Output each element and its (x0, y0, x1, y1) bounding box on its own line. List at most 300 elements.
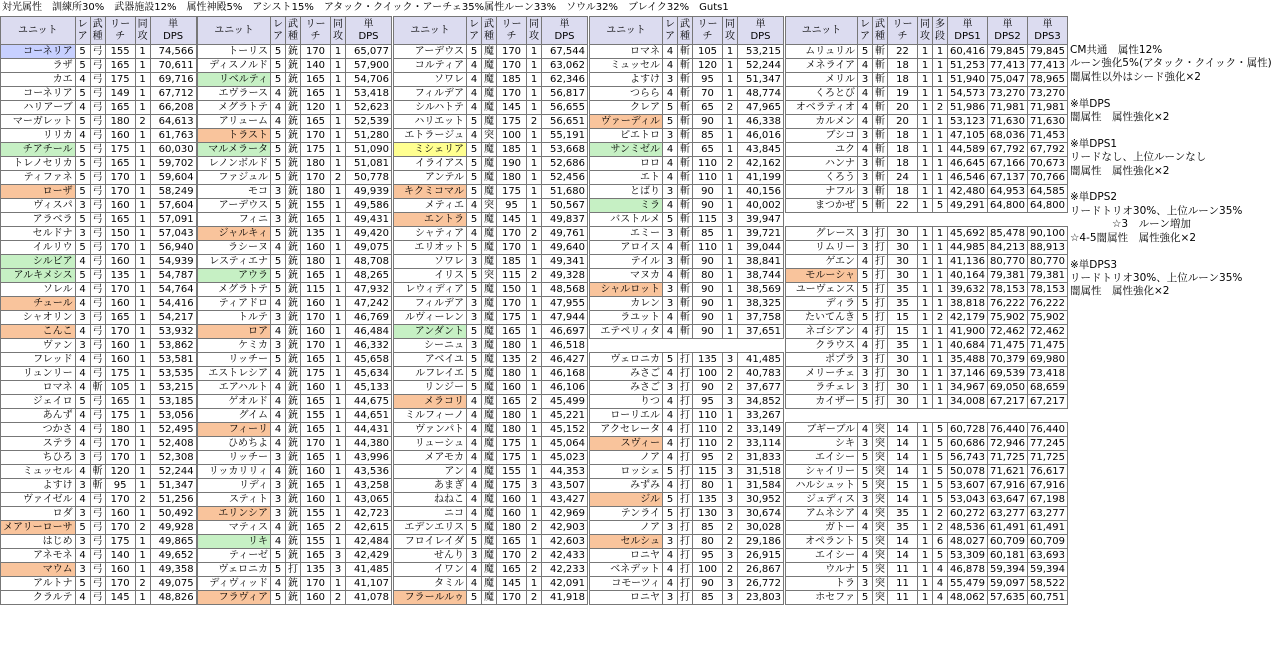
rarity-cell: 4 (663, 325, 678, 339)
reach-cell: 14 (888, 437, 918, 451)
unit-name-cell: ジル (590, 493, 663, 507)
unit-name-cell: モルーシャ (786, 269, 858, 283)
dps-cell: 63,277 (988, 507, 1028, 521)
reach-cell: 80 (693, 535, 723, 549)
table-row (394, 465, 588, 479)
unit-name-cell: リッチー (198, 451, 271, 465)
dps-cell: 54,787 (150, 269, 196, 283)
dps-cell: 43,845 (738, 143, 784, 157)
reach-cell: 180 (497, 367, 527, 381)
reach-cell: 100 (497, 129, 527, 143)
hits-cell: 1 (331, 451, 346, 465)
table-row (198, 157, 392, 171)
dps-cell: 78,965 (1028, 73, 1068, 87)
rarity-cell: 5 (467, 157, 482, 171)
table-row (1, 129, 197, 143)
rarity-cell: 5 (75, 157, 90, 171)
reach-cell: 180 (105, 115, 135, 129)
hits-cell: 3 (723, 577, 738, 591)
rarity-cell: 4 (858, 59, 873, 73)
reach-cell: 145 (105, 591, 135, 605)
rarity-cell: 4 (75, 493, 90, 507)
rarity-cell: 3 (271, 507, 286, 521)
table-row (198, 591, 392, 605)
table-row (394, 297, 588, 311)
hits-cell: 3 (723, 493, 738, 507)
note-line: 闇属性 属性強化×2 (1070, 164, 1170, 177)
column-header: 単 DPS (738, 17, 784, 45)
weapon-cell: 魔 (482, 185, 497, 199)
hits-cell: 1 (918, 269, 933, 283)
multi-cell: 1 (933, 115, 948, 129)
weapon-cell: 魔 (482, 87, 497, 101)
reach-cell: 14 (888, 451, 918, 465)
unit-name-cell: シャティア (394, 227, 467, 241)
dps-cell: 40,684 (948, 339, 988, 353)
table-row (394, 129, 588, 143)
hits-cell: 1 (723, 185, 738, 199)
dps-cell: 60,030 (150, 143, 196, 157)
unit-name-cell: リベルティ (198, 73, 271, 87)
weapon-cell: 銃 (286, 199, 301, 213)
unit-name-cell: キクミコマル (394, 185, 467, 199)
weapon-cell: 魔 (482, 591, 497, 605)
dps-cell: 46,769 (346, 311, 392, 325)
reach-cell: 110 (693, 157, 723, 171)
rarity-cell: 4 (663, 45, 678, 59)
dps-cell: 42,480 (948, 185, 988, 199)
unit-name-cell: みずみ (590, 479, 663, 493)
rarity-cell: 3 (271, 493, 286, 507)
rarity-cell: 5 (858, 479, 873, 493)
hits-cell: 2 (527, 115, 542, 129)
table-row (786, 241, 1068, 255)
table-row (198, 129, 392, 143)
hits-cell: 1 (918, 227, 933, 241)
rarity-cell: 4 (75, 255, 90, 269)
unit-name-cell: アベイユ (394, 353, 467, 367)
dps-cell: 45,023 (542, 451, 588, 465)
weapon-cell: 弓 (90, 423, 105, 437)
dps-cell: 42,429 (346, 549, 392, 563)
multi-cell: 5 (933, 493, 948, 507)
spacer-cell (693, 339, 723, 353)
dps-cell: 43,507 (542, 479, 588, 493)
rarity-cell: 5 (858, 283, 873, 297)
rarity-cell: 3 (663, 73, 678, 87)
multi-cell: 1 (933, 353, 948, 367)
dps-cell: 70,766 (1028, 171, 1068, 185)
unit-name-cell: ラシーヌ (198, 241, 271, 255)
rarity-cell: 4 (663, 143, 678, 157)
note-line: 闇属性 属性強化×2 (1070, 111, 1170, 124)
hits-cell: 1 (918, 339, 933, 353)
rarity-cell: 4 (467, 129, 482, 143)
dps-cell: 75,902 (988, 311, 1028, 325)
reach-cell: 155 (301, 409, 331, 423)
unit-name-cell: イワン (394, 563, 467, 577)
dps-cell: 44,675 (346, 395, 392, 409)
table-row (1, 507, 197, 521)
hits-cell: 1 (527, 129, 542, 143)
table-row (1, 353, 197, 367)
rarity-cell: 5 (467, 143, 482, 157)
reach-cell: 165 (301, 73, 331, 87)
multi-cell: 5 (933, 423, 948, 437)
reach-cell: 145 (497, 577, 527, 591)
rarity-cell: 5 (467, 283, 482, 297)
table-row (1, 451, 197, 465)
dps-cell: 42,603 (542, 535, 588, 549)
dps-cell: 53,581 (150, 353, 196, 367)
unit-name-cell: カエ (1, 73, 76, 87)
dps-cell: 42,484 (346, 535, 392, 549)
dps-cell: 39,632 (948, 283, 988, 297)
table-row (786, 185, 1068, 199)
dps-cell: 52,408 (150, 437, 196, 451)
unit-name-cell: よすけ (590, 73, 663, 87)
hits-cell: 2 (135, 577, 150, 591)
column-header: リーチ (497, 17, 527, 45)
hits-cell: 1 (527, 437, 542, 451)
table-row (198, 171, 392, 185)
reach-cell: 170 (301, 45, 331, 59)
dps-cell: 47,242 (346, 297, 392, 311)
hits-cell: 1 (527, 577, 542, 591)
table-row (1, 493, 197, 507)
dps-cell: 53,418 (346, 87, 392, 101)
reach-cell: 100 (693, 563, 723, 577)
hits-cell: 1 (723, 409, 738, 423)
hits-cell: 2 (723, 157, 738, 171)
unit-name-cell: ちひろ (1, 451, 76, 465)
dps-cell: 90,100 (1028, 227, 1068, 241)
dps-cell: 64,585 (1028, 185, 1068, 199)
reach-cell: 18 (888, 73, 918, 87)
note-line: ※単DPS1 (1070, 137, 1118, 150)
dps-cell: 63,647 (988, 493, 1028, 507)
dps-cell: 80,770 (1028, 255, 1068, 269)
table-row (394, 45, 588, 59)
unit-name-cell: くろう (786, 171, 858, 185)
weapon-cell: 打 (873, 311, 888, 325)
reach-cell: 70 (693, 87, 723, 101)
table-row (786, 129, 1068, 143)
hits-cell: 3 (527, 479, 542, 493)
reach-cell: 170 (105, 185, 135, 199)
reach-cell: 100 (693, 367, 723, 381)
reach-cell: 35 (888, 507, 918, 521)
weapon-cell: 魔 (482, 101, 497, 115)
rarity-cell: 4 (663, 479, 678, 493)
rarity-cell: 5 (75, 241, 90, 255)
weapon-cell: 斬 (873, 129, 888, 143)
rarity-cell: 3 (75, 507, 90, 521)
unit-name-cell: コルティア (394, 59, 467, 73)
weapon-cell: 弓 (90, 549, 105, 563)
weapon-cell: 弓 (90, 213, 105, 227)
reach-cell: 180 (497, 521, 527, 535)
hits-cell: 1 (723, 115, 738, 129)
unit-name-cell: ノア (590, 521, 663, 535)
weapon-cell: 斬 (678, 269, 693, 283)
weapon-cell: 魔 (482, 297, 497, 311)
weapon-cell: 斬 (873, 143, 888, 157)
reach-cell: 22 (888, 45, 918, 59)
reach-cell: 170 (105, 521, 135, 535)
rarity-cell: 3 (858, 367, 873, 381)
weapon-cell: 斬 (678, 101, 693, 115)
weapon-cell: 打 (678, 465, 693, 479)
dps-cell: 42,903 (542, 521, 588, 535)
dps-cell: 67,916 (1028, 479, 1068, 493)
weapon-cell: 打 (873, 255, 888, 269)
weapon-cell: 魔 (482, 521, 497, 535)
unit-name-cell: ナフル (786, 185, 858, 199)
dps-cell: 50,492 (150, 507, 196, 521)
reach-cell: 160 (105, 563, 135, 577)
weapon-cell: 突 (873, 479, 888, 493)
dps-cell: 46,697 (542, 325, 588, 339)
hits-cell: 1 (918, 591, 933, 605)
spacer-cell (988, 213, 1028, 227)
note-line (1070, 124, 1251, 137)
spacer-cell (663, 339, 678, 353)
rarity-cell: 5 (858, 465, 873, 479)
weapon-cell: 打 (873, 227, 888, 241)
dps-cell: 49,358 (150, 563, 196, 577)
weapon-cell: 斬 (678, 171, 693, 185)
hits-cell: 1 (527, 101, 542, 115)
weapon-cell: 魔 (482, 577, 497, 591)
unit-name-cell: スティト (198, 493, 271, 507)
weapon-cell: 銃 (286, 451, 301, 465)
table-row (1, 283, 197, 297)
rarity-cell: 5 (467, 241, 482, 255)
spacer-cell (590, 339, 663, 353)
hits-cell: 1 (723, 199, 738, 213)
multi-cell: 1 (933, 45, 948, 59)
reach-cell: 165 (301, 549, 331, 563)
dps-cell: 35,488 (948, 353, 988, 367)
weapon-cell: 斬 (90, 381, 105, 395)
reach-cell: 170 (105, 493, 135, 507)
dps-cell: 52,308 (150, 451, 196, 465)
table-row (1, 171, 197, 185)
spacer-cell (948, 213, 988, 227)
unit-name-cell: トルテ (198, 311, 271, 325)
rarity-cell: 4 (467, 87, 482, 101)
dps-cell: 71,475 (988, 339, 1028, 353)
dps-cell: 49,328 (542, 269, 588, 283)
weapon-cell: 打 (678, 381, 693, 395)
rarity-cell: 5 (858, 199, 873, 213)
reach-cell: 160 (105, 507, 135, 521)
unit-name-cell: エイシー (786, 549, 858, 563)
dps-cell: 41,199 (738, 171, 784, 185)
rarity-cell: 3 (75, 535, 90, 549)
table-row (394, 395, 588, 409)
weapon-cell: 弓 (90, 241, 105, 255)
unit-name-cell: マーガレット (1, 115, 76, 129)
unit-name-cell: ラザ (1, 59, 76, 73)
dps-cell: 79,381 (1028, 269, 1068, 283)
unit-name-cell: テンライ (590, 507, 663, 521)
hits-cell: 1 (331, 507, 346, 521)
rarity-cell: 4 (858, 87, 873, 101)
unit-name-cell: カイザー (786, 395, 858, 409)
weapon-cell: 魔 (482, 311, 497, 325)
rarity-cell: 3 (271, 213, 286, 227)
table-row (394, 171, 588, 185)
table-row (590, 185, 784, 199)
hits-cell: 1 (527, 45, 542, 59)
dps-cell: 40,783 (738, 367, 784, 381)
note-line: ☆3 ルーン増加 (1070, 218, 1191, 231)
hits-cell: 1 (918, 367, 933, 381)
unit-name-cell: ピエトロ (590, 129, 663, 143)
hits-cell: 2 (135, 493, 150, 507)
unit-name-cell: とばり (590, 185, 663, 199)
note-line (1070, 245, 1251, 258)
unit-name-cell: ミュッセル (1, 465, 76, 479)
rarity-cell: 4 (663, 311, 678, 325)
weapon-cell: 弓 (90, 199, 105, 213)
weapon-cell: 突 (482, 129, 497, 143)
reach-cell: 165 (301, 115, 331, 129)
hits-cell: 1 (918, 185, 933, 199)
hits-cell: 1 (135, 157, 150, 171)
table-row (590, 493, 784, 507)
rarity-cell: 4 (271, 87, 286, 101)
hits-cell: 1 (527, 199, 542, 213)
hits-cell: 1 (135, 549, 150, 563)
hits-cell: 1 (527, 213, 542, 227)
table-row (1, 199, 197, 213)
reach-cell: 170 (105, 283, 135, 297)
unit-name-cell: クラウス (786, 339, 858, 353)
table-row (394, 521, 588, 535)
rarity-cell: 3 (75, 199, 90, 213)
hits-cell: 1 (331, 493, 346, 507)
hits-cell: 1 (918, 423, 933, 437)
note-line: 闇属性以外はシード強化×2 (1070, 70, 1201, 83)
hits-cell: 2 (331, 171, 346, 185)
weapon-cell: 弓 (90, 101, 105, 115)
dps-cell: 72,462 (988, 325, 1028, 339)
table-row (394, 423, 588, 437)
dps-cell: 53,668 (542, 143, 588, 157)
rarity-cell: 3 (858, 157, 873, 171)
dps-cell: 48,027 (948, 535, 988, 549)
rarity-cell: 3 (271, 451, 286, 465)
weapon-cell: 斬 (873, 101, 888, 115)
spacer-cell (873, 213, 888, 227)
weapon-cell: 弓 (90, 367, 105, 381)
table-row (786, 199, 1068, 213)
table-row (590, 157, 784, 171)
spacer-cell (738, 339, 784, 353)
hits-cell: 1 (527, 493, 542, 507)
rarity-cell: 5 (271, 143, 286, 157)
reach-cell: 35 (888, 339, 918, 353)
reach-cell: 170 (497, 591, 527, 605)
dps-cell: 33,267 (738, 409, 784, 423)
dps-cell: 51,256 (150, 493, 196, 507)
hits-cell: 1 (723, 311, 738, 325)
reach-cell: 185 (497, 255, 527, 269)
rarity-cell: 5 (271, 171, 286, 185)
dps-cell: 75,047 (988, 73, 1028, 87)
reach-cell: 180 (497, 409, 527, 423)
hits-cell: 1 (918, 381, 933, 395)
reach-cell: 170 (497, 59, 527, 73)
multi-cell: 1 (933, 367, 948, 381)
hits-cell: 1 (331, 115, 346, 129)
dps-cell: 46,332 (346, 339, 392, 353)
dps-cell: 73,270 (988, 87, 1028, 101)
dps-cell: 52,244 (150, 465, 196, 479)
dps-cell: 59,702 (150, 157, 196, 171)
unit-name-cell: チュール (1, 297, 76, 311)
rarity-cell: 4 (271, 325, 286, 339)
hits-cell: 3 (723, 465, 738, 479)
reach-cell: 160 (301, 297, 331, 311)
dps-cell: 49,075 (150, 577, 196, 591)
unit-name-cell: チアチール (1, 143, 76, 157)
rarity-cell: 5 (663, 213, 678, 227)
unit-name-cell: リューシュ (394, 437, 467, 451)
table-row (1, 563, 197, 577)
weapon-cell: 突 (873, 535, 888, 549)
unit-name-cell: イルリウ (1, 241, 76, 255)
rarity-cell: 4 (663, 409, 678, 423)
dps-cell: 60,686 (948, 437, 988, 451)
reach-cell: 135 (105, 269, 135, 283)
reach-cell: 170 (105, 451, 135, 465)
weapon-cell: 斬 (678, 297, 693, 311)
dps-cell: 41,918 (542, 591, 588, 605)
table-row (590, 353, 784, 367)
weapon-cell: 銃 (286, 409, 301, 423)
reach-cell: 11 (888, 577, 918, 591)
weapon-cell: 弓 (90, 591, 105, 605)
unit-name-cell: セルシュ (590, 535, 663, 549)
weapon-cell: 弓 (90, 115, 105, 129)
dps-cell: 46,427 (542, 353, 588, 367)
weapon-cell: 突 (873, 549, 888, 563)
dps-cell: 40,156 (738, 185, 784, 199)
notes-panel (1070, 44, 1272, 299)
hits-cell: 1 (723, 241, 738, 255)
unit-name-cell: シャオリン (1, 311, 76, 325)
dps-cell: 67,198 (1028, 493, 1068, 507)
hits-cell: 1 (135, 563, 150, 577)
table-row (394, 311, 588, 325)
dps-cell: 39,721 (738, 227, 784, 241)
hits-cell: 1 (331, 213, 346, 227)
hits-cell: 1 (918, 297, 933, 311)
reach-cell: 18 (888, 157, 918, 171)
rarity-cell: 5 (858, 45, 873, 59)
reach-cell: 115 (301, 283, 331, 297)
rarity-cell: 3 (663, 535, 678, 549)
unit-name-cell: ハリエット (394, 115, 467, 129)
dps-cell: 31,833 (738, 451, 784, 465)
weapon-cell: 弓 (90, 563, 105, 577)
hits-cell: 1 (331, 423, 346, 437)
weapon-cell: 魔 (482, 73, 497, 87)
